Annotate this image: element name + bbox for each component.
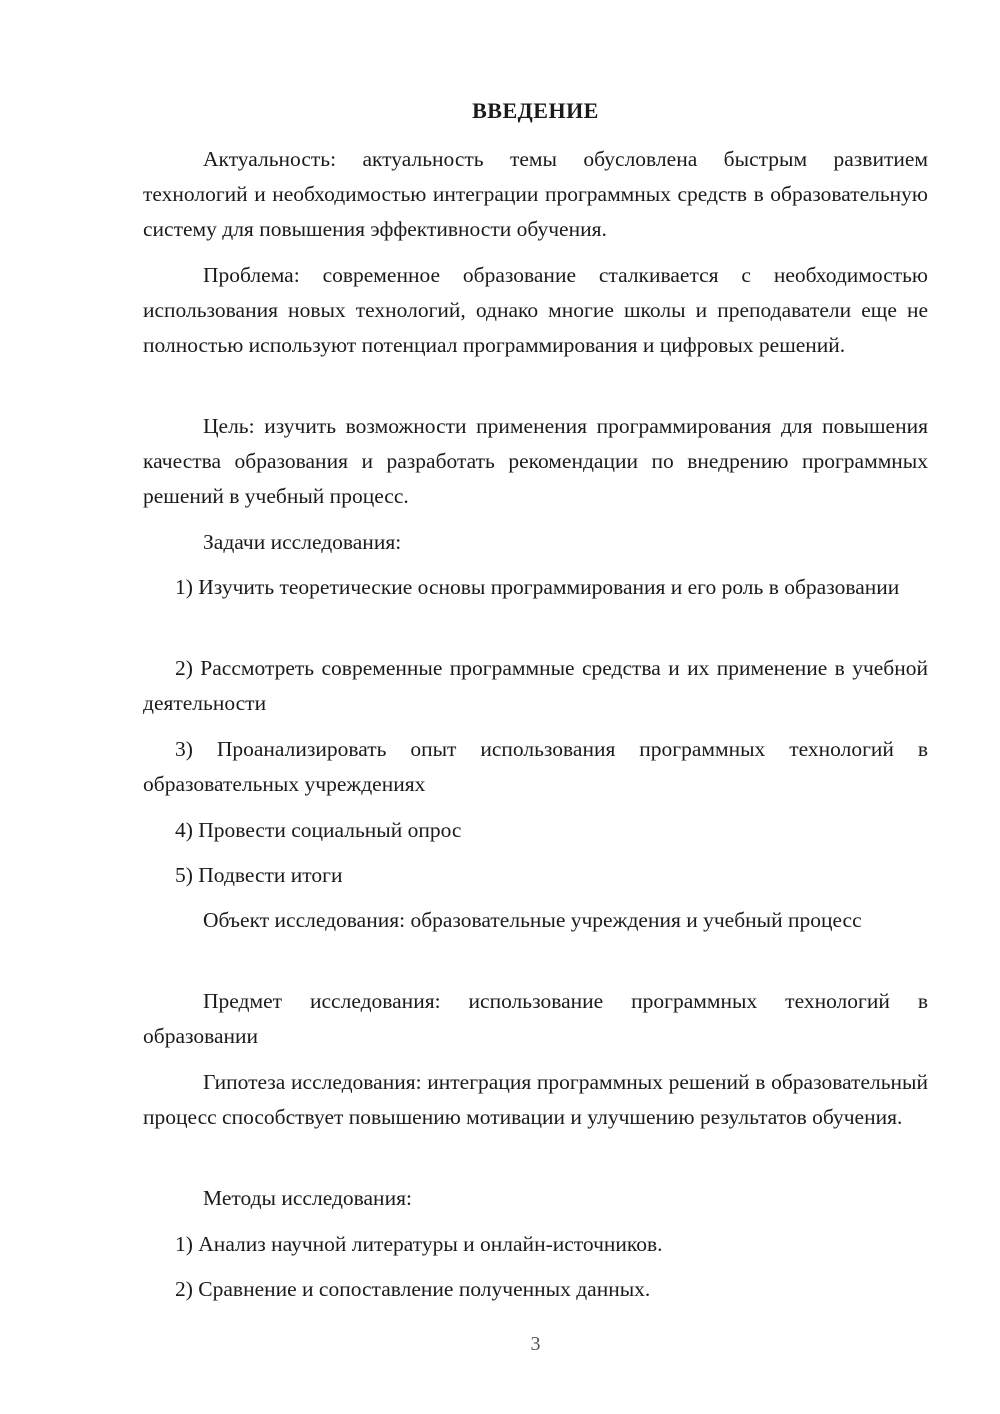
page-number: 3	[530, 1333, 541, 1355]
document-page	[143, 0, 928, 1414]
subject-paragraph: Предмет исследования: использование программных технологий в образовании	[143, 989, 928, 1048]
object-paragraph: Объект исследования: образовательные учреждения и учебный процесс	[203, 908, 862, 932]
hypothesis-paragraph: Гипотеза исследования: интеграция программных решений в образовательный процесс способствует повышению мотивации и улучшению результатов обучения.	[143, 1070, 928, 1129]
task-item-4: 4) Провести социальный опрос	[175, 818, 462, 842]
goal-paragraph: Цель: изучить возможности применения программирования для повышения качества образования и разработать рекомендации по внедрению программных решений в учебный процесс.	[143, 414, 928, 508]
relevance-paragraph: Актуальность: актуальность темы обусловлена быстрым развитием технологий и необходимостью интеграции программных средств в образовательную систему для повышения эффективности обучения.	[143, 147, 928, 241]
task-item-3: 3) Проанализировать опыт использования программных технологий в образовательных учреждениях	[143, 737, 928, 796]
method-item-1: 1) Анализ научной литературы и онлайн-источников.	[175, 1232, 663, 1256]
tasks-heading: Задачи исследования:	[203, 530, 402, 554]
methods-heading: Методы исследования:	[203, 1186, 412, 1210]
section-heading: ВВЕДЕНИЕ	[472, 98, 599, 123]
method-item-2: 2) Сравнение и сопоставление полученных данных.	[175, 1277, 651, 1301]
task-item-2: 2) Рассмотреть современные программные средства и их применение в учебной деятельности	[143, 656, 928, 715]
task-item-5: 5) Подвести итоги	[175, 863, 343, 887]
problem-paragraph: Проблема: современное образование сталкивается с необходимостью использования новых технологий, однако многие школы и преподаватели еще не полностью используют потенциал программирования и цифровых решений.	[143, 263, 928, 357]
task-item-1: 1) Изучить теоретические основы программирования и его роль в образовании	[175, 575, 900, 599]
